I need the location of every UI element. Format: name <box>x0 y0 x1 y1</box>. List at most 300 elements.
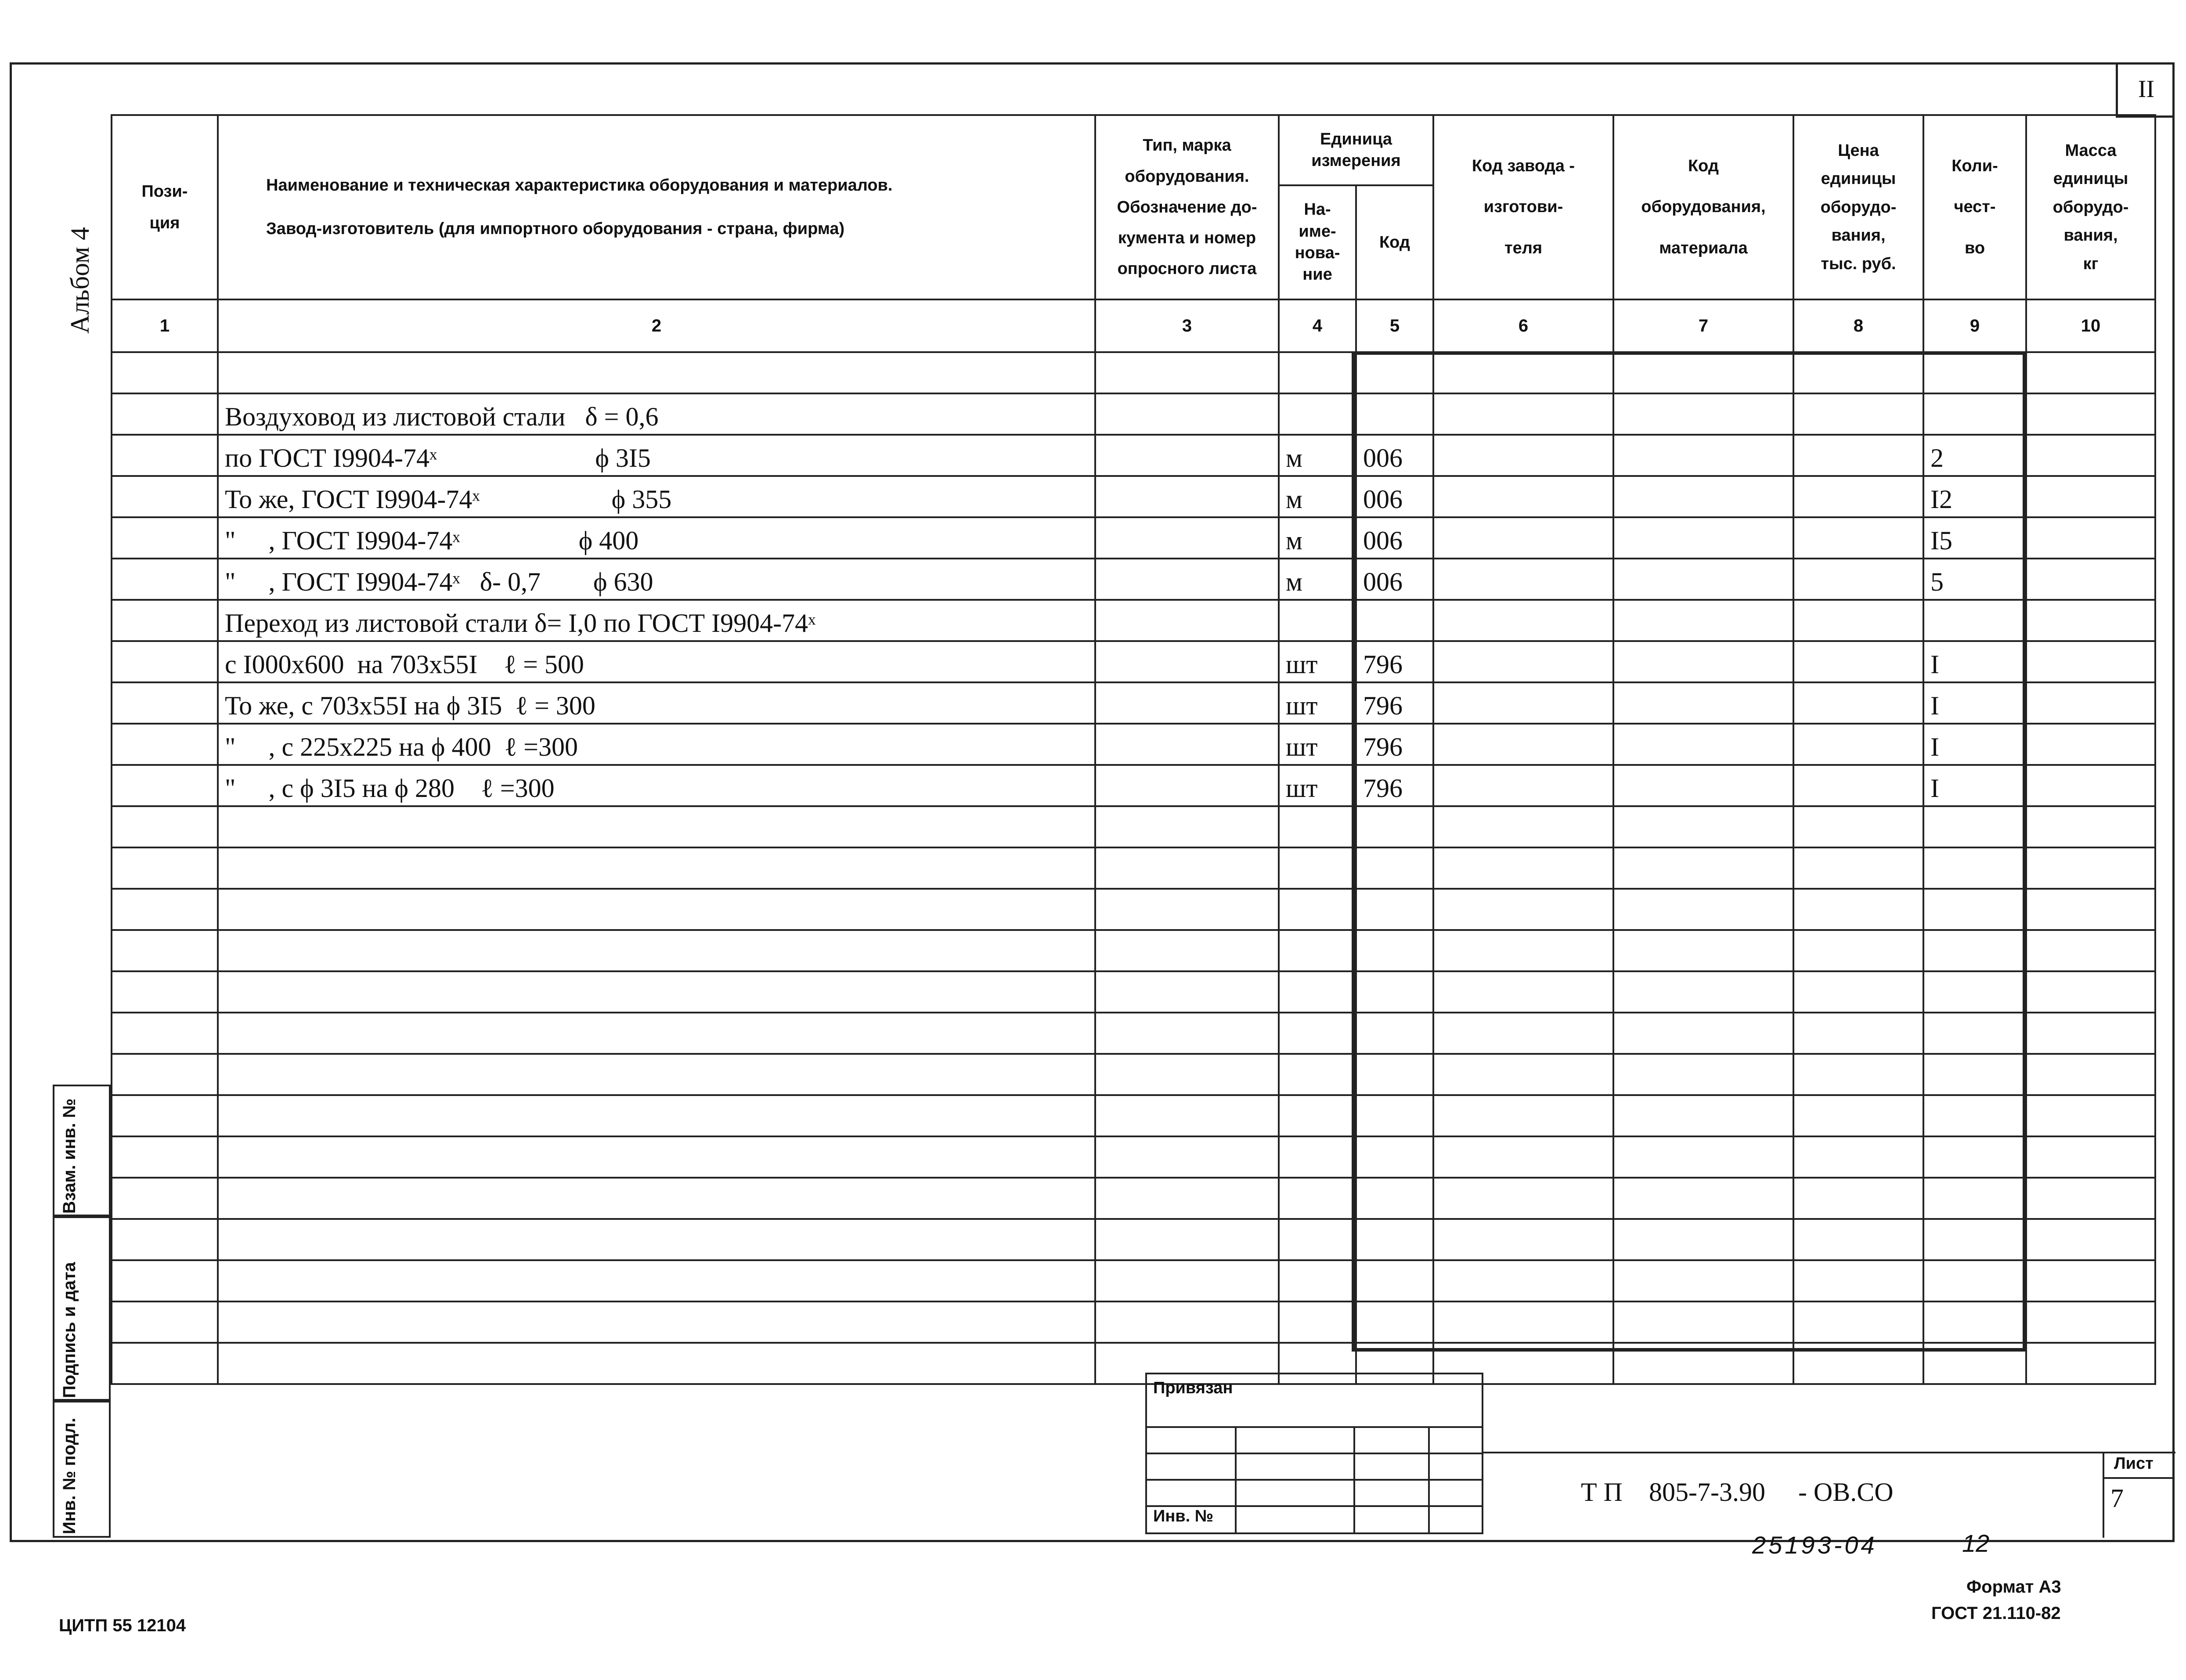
header-unit-code: Код <box>1356 185 1433 299</box>
header-unit-name: На- име- нова- ние <box>1279 185 1356 299</box>
table-row <box>112 1343 2155 1384</box>
cell-unit-name <box>1279 1054 1356 1095</box>
cell-mass <box>2026 971 2155 1013</box>
cell-mass <box>2026 1136 2155 1178</box>
sheet-number: 7 <box>2110 1484 2124 1513</box>
table-row <box>112 1260 2155 1301</box>
cell-unit-name <box>1279 1260 1356 1301</box>
cell-unit-name <box>1279 930 1356 971</box>
cell-price <box>1793 889 1923 930</box>
cell-unit-code: 006 <box>1356 559 1433 600</box>
table-row <box>112 393 2155 435</box>
cell-position <box>112 641 218 682</box>
cell-quantity: 5 <box>1923 559 2026 600</box>
cell-unit-code <box>1356 1260 1433 1301</box>
cell-equipment-code <box>1613 1095 1793 1136</box>
cell-equipment-code <box>1613 682 1793 724</box>
cell-unit-code <box>1356 806 1433 847</box>
cell-unit-code <box>1356 847 1433 889</box>
title-block-top-line <box>1483 1452 2175 1453</box>
cell-name: Воздуховод из листовой стали δ = 0,6 <box>218 393 1095 435</box>
cell-unit-code <box>1356 930 1433 971</box>
cell-unit-name <box>1279 1219 1356 1260</box>
cell-quantity: I2 <box>1923 476 2026 517</box>
cell-mass <box>2026 682 2155 724</box>
cell-price <box>1793 847 1923 889</box>
format-label: Формат А3 <box>1966 1577 2061 1597</box>
stamp-signature-date <box>53 1216 111 1401</box>
table-row <box>112 435 2155 476</box>
cell-name <box>218 1136 1095 1178</box>
cell-factory-code <box>1433 765 1613 806</box>
table-row <box>112 930 2155 971</box>
cell-price <box>1793 682 1923 724</box>
cell-position <box>112 806 218 847</box>
cell-name: " , ГОСТ I9904-74ˣ ϕ 400 <box>218 517 1095 559</box>
cell-price <box>1793 971 1923 1013</box>
header-name-line1: Наименование и техническая характеристика оборудования и материалов. <box>266 176 893 195</box>
header-name-line2: Завод-изготовитель (для импортного оборудования - страна, фирма) <box>266 220 845 238</box>
cell-price <box>1793 476 1923 517</box>
cell-position <box>112 1343 218 1384</box>
cell-factory-code <box>1433 724 1613 765</box>
cell-factory-code <box>1433 1013 1613 1054</box>
cell-position <box>112 600 218 641</box>
cell-position <box>112 889 218 930</box>
cell-equipment-code <box>1613 889 1793 930</box>
cell-position <box>112 435 218 476</box>
cell-price <box>1793 517 1923 559</box>
cell-position <box>112 765 218 806</box>
cell-quantity: I <box>1923 641 2026 682</box>
cell-mass <box>2026 393 2155 435</box>
table-row <box>112 476 2155 517</box>
cell-name <box>218 847 1095 889</box>
cell-unit-code <box>1356 1178 1433 1219</box>
cell-equipment-code <box>1613 1178 1793 1219</box>
sheet-box-line <box>2104 1477 2173 1479</box>
colnum-4: 4 <box>1279 299 1356 352</box>
cell-unit-code: 796 <box>1356 765 1433 806</box>
cell-equipment-code <box>1613 435 1793 476</box>
cell-factory-code <box>1433 806 1613 847</box>
cell-name <box>218 930 1095 971</box>
cell-factory-code <box>1433 1095 1613 1136</box>
sheet-label: Лист <box>2114 1454 2154 1473</box>
bound-line-3 <box>1147 1479 1482 1481</box>
cell-price <box>1793 600 1923 641</box>
cell-quantity <box>1923 1219 2026 1260</box>
cell-quantity <box>1923 600 2026 641</box>
cell-equipment-code <box>1613 1136 1793 1178</box>
cell-quantity <box>1923 1136 2026 1178</box>
cell-factory-code <box>1433 930 1613 971</box>
cell-price <box>1793 435 1923 476</box>
cell-type <box>1095 930 1279 971</box>
cell-equipment-code <box>1613 1054 1793 1095</box>
bound-inv-label: Инв. № <box>1153 1507 1214 1525</box>
cell-unit-code <box>1356 1013 1433 1054</box>
cell-position <box>112 682 218 724</box>
table-row <box>112 889 2155 930</box>
table-row <box>112 724 2155 765</box>
colnum-6: 6 <box>1433 299 1613 352</box>
gost-label: ГОСТ 21.110-82 <box>1931 1604 2061 1623</box>
colnum-5: 5 <box>1356 299 1433 352</box>
bound-vline-1 <box>1235 1426 1237 1533</box>
cell-name <box>218 352 1095 393</box>
cell-unit-code <box>1356 971 1433 1013</box>
table-row <box>112 1301 2155 1343</box>
table-row <box>112 1095 2155 1136</box>
cell-equipment-code <box>1613 352 1793 393</box>
cell-position <box>112 1219 218 1260</box>
cell-name <box>218 1260 1095 1301</box>
table-row <box>112 1178 2155 1219</box>
cell-unit-code <box>1356 889 1433 930</box>
cell-equipment-code <box>1613 930 1793 971</box>
header-name <box>218 115 1095 299</box>
cell-position <box>112 1301 218 1343</box>
cell-position <box>112 1136 218 1178</box>
cell-type <box>1095 724 1279 765</box>
cell-mass <box>2026 1095 2155 1136</box>
cell-quantity <box>1923 1054 2026 1095</box>
bound-block-title: Привязан <box>1153 1379 1233 1397</box>
cell-price <box>1793 1095 1923 1136</box>
cell-equipment-code <box>1613 393 1793 435</box>
cell-equipment-code <box>1613 847 1793 889</box>
header-quantity: Коли- чест- во <box>1923 115 2026 299</box>
cell-quantity: 2 <box>1923 435 2026 476</box>
cell-type <box>1095 393 1279 435</box>
cell-quantity <box>1923 1095 2026 1136</box>
stamp-signature-date-label: Подпись и дата <box>60 1262 79 1398</box>
cell-type <box>1095 352 1279 393</box>
cell-price <box>1793 765 1923 806</box>
cell-position <box>112 352 218 393</box>
table-row <box>112 1219 2155 1260</box>
cell-quantity <box>1923 971 2026 1013</box>
document-code: Т П 805-7-3.90 - ОВ.СО <box>1581 1478 1894 1507</box>
cell-type <box>1095 1260 1279 1301</box>
table-row <box>112 559 2155 600</box>
cell-equipment-code <box>1613 806 1793 847</box>
cell-factory-code <box>1433 682 1613 724</box>
cell-mass <box>2026 476 2155 517</box>
cell-quantity: I <box>1923 765 2026 806</box>
cell-mass <box>2026 1301 2155 1343</box>
colnum-2: 2 <box>218 299 1095 352</box>
archive-page: 12 <box>1962 1529 1990 1557</box>
cell-quantity <box>1923 1178 2026 1219</box>
cell-name <box>218 1013 1095 1054</box>
archive-number: 25193-04 <box>1752 1531 1877 1559</box>
cell-equipment-code <box>1613 517 1793 559</box>
cell-mass <box>2026 600 2155 641</box>
cell-price <box>1793 1013 1923 1054</box>
cell-unit-code: 006 <box>1356 476 1433 517</box>
cell-type <box>1095 847 1279 889</box>
stamp-inv-original <box>53 1401 111 1538</box>
cell-unit-name <box>1279 393 1356 435</box>
cell-factory-code <box>1433 1178 1613 1219</box>
cell-unit-code <box>1356 1136 1433 1178</box>
header-factory-code: Код завода - изготови- теля <box>1433 115 1613 299</box>
table-row <box>112 682 2155 724</box>
cell-name <box>218 1301 1095 1343</box>
cell-type <box>1095 641 1279 682</box>
corner-sheet-number: II <box>2116 62 2175 118</box>
colnum-10: 10 <box>2026 299 2155 352</box>
cell-type <box>1095 559 1279 600</box>
cell-equipment-code <box>1613 559 1793 600</box>
cell-quantity <box>1923 806 2026 847</box>
cell-price <box>1793 641 1923 682</box>
cell-position <box>112 847 218 889</box>
stamp-inv-original-label: Инв. № подл. <box>60 1417 79 1534</box>
cell-equipment-code <box>1613 600 1793 641</box>
cell-price <box>1793 559 1923 600</box>
cell-unit-code <box>1356 352 1433 393</box>
cell-factory-code <box>1433 1260 1613 1301</box>
cell-equipment-code <box>1613 476 1793 517</box>
cell-mass <box>2026 930 2155 971</box>
cell-unit-code: 796 <box>1356 641 1433 682</box>
cell-position <box>112 1013 218 1054</box>
cell-factory-code <box>1433 641 1613 682</box>
cell-quantity: I <box>1923 682 2026 724</box>
cell-price <box>1793 806 1923 847</box>
cell-unit-name: шт <box>1279 641 1356 682</box>
cell-mass <box>2026 806 2155 847</box>
cell-quantity <box>1923 889 2026 930</box>
cell-mass <box>2026 765 2155 806</box>
cell-price <box>1793 352 1923 393</box>
cell-factory-code <box>1433 1219 1613 1260</box>
cell-price <box>1793 1343 1923 1384</box>
header-row <box>112 115 2155 185</box>
cell-factory-code <box>1433 889 1613 930</box>
cell-type <box>1095 765 1279 806</box>
cell-mass <box>2026 435 2155 476</box>
cell-equipment-code <box>1613 1343 1793 1384</box>
cell-unit-name <box>1279 1095 1356 1136</box>
cell-type <box>1095 889 1279 930</box>
cell-factory-code <box>1433 435 1613 476</box>
cell-type <box>1095 476 1279 517</box>
cell-name <box>218 1095 1095 1136</box>
bound-vline-3 <box>1428 1426 1430 1533</box>
cell-mass <box>2026 847 2155 889</box>
cell-position <box>112 1095 218 1136</box>
table-row <box>112 847 2155 889</box>
cell-position <box>112 930 218 971</box>
column-number-row <box>112 299 2155 352</box>
colnum-3: 3 <box>1095 299 1279 352</box>
bound-block <box>1145 1373 1483 1534</box>
cell-factory-code <box>1433 1054 1613 1095</box>
colnum-8: 8 <box>1793 299 1923 352</box>
cell-unit-name: м <box>1279 476 1356 517</box>
cell-quantity <box>1923 1343 2026 1384</box>
cell-type <box>1095 600 1279 641</box>
cell-unit-name: шт <box>1279 682 1356 724</box>
bound-line-1 <box>1147 1426 1482 1428</box>
cell-name: Переход из листовой стали δ= I,0 по ГОСТ I9904-74ˣ <box>218 600 1095 641</box>
cell-position <box>112 517 218 559</box>
cell-mass <box>2026 559 2155 600</box>
cell-quantity <box>1923 1301 2026 1343</box>
cell-type <box>1095 806 1279 847</box>
cell-factory-code <box>1433 1301 1613 1343</box>
cell-name: " , ГОСТ I9904-74ˣ δ- 0,7 ϕ 630 <box>218 559 1095 600</box>
cell-factory-code <box>1433 517 1613 559</box>
cell-name: по ГОСТ I9904-74ˣ ϕ 3I5 <box>218 435 1095 476</box>
cell-unit-name <box>1279 847 1356 889</box>
cell-position <box>112 1260 218 1301</box>
table-body <box>112 352 2155 1384</box>
album-label: Альбом 4 <box>65 227 94 334</box>
cell-unit-code: 796 <box>1356 682 1433 724</box>
cell-unit-name: м <box>1279 559 1356 600</box>
table-row <box>112 765 2155 806</box>
cell-price <box>1793 1178 1923 1219</box>
cell-price <box>1793 724 1923 765</box>
cell-unit-name: шт <box>1279 724 1356 765</box>
table-row <box>112 806 2155 847</box>
colnum-1: 1 <box>112 299 218 352</box>
cell-type <box>1095 1301 1279 1343</box>
cell-type <box>1095 435 1279 476</box>
cell-name <box>218 1054 1095 1095</box>
cell-quantity <box>1923 930 2026 971</box>
cell-type <box>1095 1178 1279 1219</box>
bound-vline-2 <box>1353 1426 1355 1533</box>
cell-factory-code <box>1433 476 1613 517</box>
header-position: Пози- ция <box>112 115 218 299</box>
table-row <box>112 600 2155 641</box>
cell-mass <box>2026 1260 2155 1301</box>
cell-type <box>1095 682 1279 724</box>
cell-price <box>1793 1219 1923 1260</box>
cell-type <box>1095 971 1279 1013</box>
cell-type <box>1095 1095 1279 1136</box>
cell-name <box>218 1219 1095 1260</box>
cell-name <box>218 971 1095 1013</box>
cell-unit-code <box>1356 1301 1433 1343</box>
colnum-7: 7 <box>1613 299 1793 352</box>
cell-position <box>112 971 218 1013</box>
cell-unit-code <box>1356 600 1433 641</box>
cell-unit-name <box>1279 806 1356 847</box>
cell-equipment-code <box>1613 1260 1793 1301</box>
cell-factory-code <box>1433 559 1613 600</box>
cell-type <box>1095 1054 1279 1095</box>
cell-mass <box>2026 1178 2155 1219</box>
cell-quantity <box>1923 847 2026 889</box>
cell-equipment-code <box>1613 641 1793 682</box>
cell-position <box>112 393 218 435</box>
cell-price <box>1793 393 1923 435</box>
cell-price <box>1793 1136 1923 1178</box>
table-row <box>112 1013 2155 1054</box>
cell-name: " , с ϕ 3I5 на ϕ 280 ℓ =300 <box>218 765 1095 806</box>
printer-label: ЦИТП 55 12104 <box>59 1616 186 1635</box>
cell-position <box>112 1054 218 1095</box>
cell-unit-name <box>1279 352 1356 393</box>
stamp-vzam-inv <box>53 1085 111 1216</box>
header-price: Цена единицы оборудо- вания, тыс. руб. <box>1793 115 1923 299</box>
cell-unit-name: м <box>1279 517 1356 559</box>
cell-unit-code <box>1356 393 1433 435</box>
cell-position <box>112 1178 218 1219</box>
cell-unit-name <box>1279 971 1356 1013</box>
cell-equipment-code <box>1613 1301 1793 1343</box>
table-row <box>112 971 2155 1013</box>
cell-type <box>1095 1219 1279 1260</box>
cell-equipment-code <box>1613 1013 1793 1054</box>
cell-mass <box>2026 889 2155 930</box>
cell-unit-name <box>1279 1301 1356 1343</box>
cell-type <box>1095 1136 1279 1178</box>
cell-unit-name <box>1279 1136 1356 1178</box>
cell-position <box>112 724 218 765</box>
table-row <box>112 352 2155 393</box>
cell-mass <box>2026 352 2155 393</box>
colnum-9: 9 <box>1923 299 2026 352</box>
cell-name <box>218 1343 1095 1384</box>
cell-equipment-code <box>1613 765 1793 806</box>
cell-factory-code <box>1433 1136 1613 1178</box>
table-row <box>112 517 2155 559</box>
cell-mass <box>2026 1219 2155 1260</box>
cell-unit-code: 796 <box>1356 724 1433 765</box>
bound-line-2 <box>1147 1453 1482 1454</box>
stamp-vzam-inv-label: Взам. инв. № <box>60 1098 79 1214</box>
cell-unit-name: м <box>1279 435 1356 476</box>
cell-quantity <box>1923 1260 2026 1301</box>
cell-unit-code: 006 <box>1356 435 1433 476</box>
cell-equipment-code <box>1613 1219 1793 1260</box>
cell-equipment-code <box>1613 971 1793 1013</box>
cell-price <box>1793 1260 1923 1301</box>
cell-price <box>1793 1301 1923 1343</box>
cell-name <box>218 1178 1095 1219</box>
cell-position <box>112 559 218 600</box>
header-mass: Масса единицы оборудо- вания, кг <box>2026 115 2155 299</box>
cell-mass <box>2026 1013 2155 1054</box>
cell-mass <box>2026 1343 2155 1384</box>
cell-type <box>1095 517 1279 559</box>
cell-quantity: I5 <box>1923 517 2026 559</box>
cell-unit-name: шт <box>1279 765 1356 806</box>
cell-quantity <box>1923 1013 2026 1054</box>
cell-equipment-code <box>1613 724 1793 765</box>
specification-table <box>111 114 2156 1385</box>
cell-factory-code <box>1433 352 1613 393</box>
cell-type <box>1095 1013 1279 1054</box>
cell-mass <box>2026 724 2155 765</box>
cell-quantity <box>1923 352 2026 393</box>
cell-position <box>112 476 218 517</box>
table-row <box>112 1136 2155 1178</box>
cell-name <box>218 889 1095 930</box>
cell-unit-code <box>1356 1054 1433 1095</box>
cell-unit-name <box>1279 1178 1356 1219</box>
header-unit-group: Единица измерения <box>1279 115 1433 185</box>
cell-factory-code <box>1433 847 1613 889</box>
